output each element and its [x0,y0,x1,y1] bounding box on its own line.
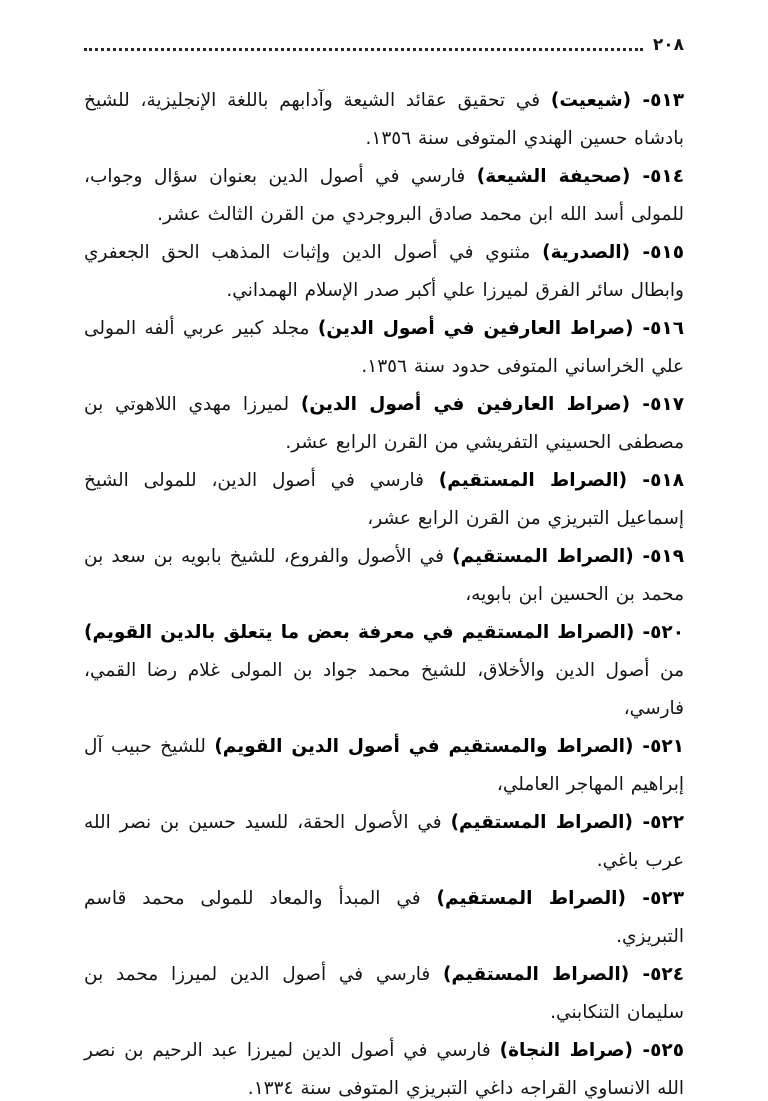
entry-text: في المبدأ والمعاد للمولى محمد قاسم التبريزي. [84,888,684,947]
entry-text: لميرزا مهدي اللاهوتي بن مصطفى الحسيني التفريشي من القرن الرابع عشر. [84,394,684,453]
entry-text: فارسي في أصول الدين لميرزا عبد الرحيم بن نصر الله الانساوي القراجه داغي التبريزي المتوفى سنة ١٣٣٤. [84,1040,684,1099]
entry-title: ٥١٩- (الصراط المستقيم) [452,546,684,567]
bibliography-entry [84,804,684,880]
entry-title: ٥١٧- (صراط العارفين في أصول الدين) [300,394,684,415]
entry-title: ٥٢٠- (الصراط المستقيم في معرفة بعض ما يتعلق بالدين القويم) [84,622,684,643]
bibliography-entry [84,728,684,804]
bibliography-entry [84,462,684,538]
entry-text: فارسي في أصول الدين لميرزا محمد بن سليمان التنكابني. [84,964,684,1023]
page-number: ٢٠٨ [652,35,684,55]
entry-text: في الأصول والفروع، للشيخ بابويه بن سعد بن محمد بن الحسين ابن بابويه، [84,546,684,605]
entry-title: ٥٢٤- (الصراط المستقيم) [442,964,684,985]
entry-title: ٥١٣- (شيعيت) [550,90,684,111]
entry-title: ٥١٨- (الصراط المستقيم) [438,470,684,491]
bibliography-entry [84,234,684,310]
entry-title: ٥١٤- (صحيفة الشيعة) [476,166,685,187]
entry-text: مجلد كبير عربي ألفه المولى علي الخراساني المتوفى حدود سنة ١٣٥٦. [84,318,684,377]
bibliography-entry [84,158,684,234]
bibliography-entry [84,82,684,158]
bibliography-entry [84,956,684,1032]
entry-text: فارسي في أصول الدين بعنوان سؤال وجواب، للمولى أسد الله ابن محمد صادق البروجردي من القرن الثالث عشر. [84,166,684,225]
bibliography-entry [84,386,684,462]
entry-text: مثنوي في أصول الدين وإثبات المذهب الحق الجعفري وابطال سائر الفرق لميرزا علي أكبر صدر الإسلام الهمداني. [84,242,684,301]
bibliography-entry [84,1032,684,1101]
entry-text: من أصول الدين والأخلاق، للشيخ محمد جواد بن المولى غلام رضا القمي، فارسي، [84,660,684,719]
bibliography-entry [84,538,684,614]
entry-title: ٥١٦- (صراط العارفين في أصول الدين) [317,318,684,339]
dotted-leader [84,48,643,51]
page-header [84,28,684,54]
entries-list [84,82,684,1101]
entry-title: ٥١٥- (الصدرية) [542,242,684,263]
bibliography-entry [84,880,684,956]
entry-title: ٥٢١- (الصراط والمستقيم في أصول الدين القويم) [214,736,684,757]
entry-text: فارسي في أصول الدين، للمولى الشيخ إسماعيل التبريزي من القرن الرابع عشر، [84,470,684,529]
bibliography-entry [84,310,684,386]
entry-title: ٥٢٥- (صراط النجاة) [499,1040,684,1061]
entry-text: للشيخ حبيب آل إبراهيم المهاجر العاملي، [84,736,684,795]
entry-text: في تحقيق عقائد الشيعة وآدابهم باللغة الإنجليزية، للشيخ بادشاه حسين الهندي المتوفى سنة ١٣٥٦. [84,90,684,149]
entry-title: ٥٢٢- (الصراط المستقيم) [450,812,684,833]
bibliography-entry [84,614,684,728]
entry-title: ٥٢٣- (الصراط المستقيم) [436,888,684,909]
entry-text: في الأصول الحقة، للسيد حسين بن نصر الله عرب باغي. [84,812,684,871]
